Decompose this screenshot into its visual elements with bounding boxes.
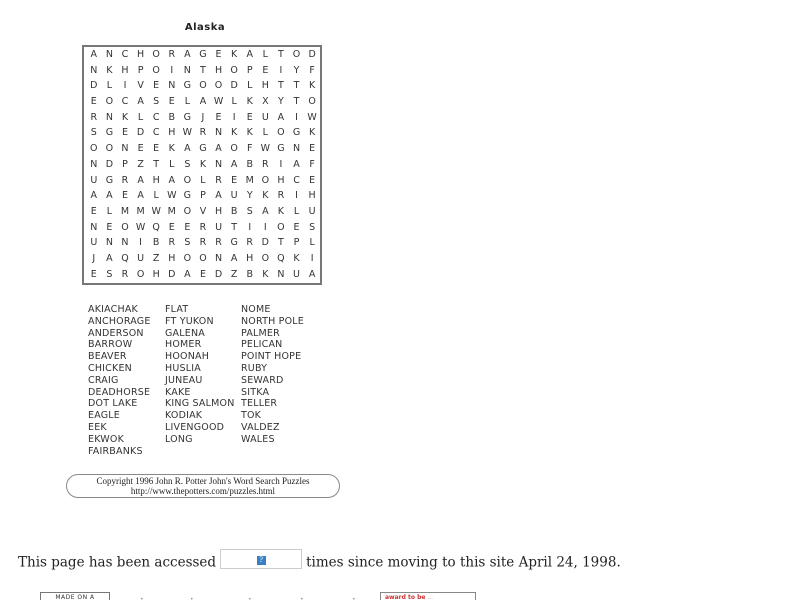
grid-cell: C — [121, 49, 129, 60]
word-list-item: FT YUKON — [165, 315, 214, 327]
word-list-item: SEWARD — [241, 374, 284, 386]
grid-cell: A — [199, 96, 207, 108]
grid-cell: G — [277, 143, 285, 155]
grid-cell: O — [214, 80, 223, 92]
grid-cell: S — [309, 221, 316, 233]
word-list-item: KAKE — [165, 386, 191, 398]
grid-cell: U — [261, 111, 269, 123]
grid-cell: C — [152, 127, 160, 139]
grid-cell: C — [293, 174, 300, 186]
grid-cell: O — [199, 252, 207, 264]
grid-cell: I — [279, 158, 283, 170]
grid-cell: U — [90, 237, 98, 249]
grid-row — [86, 78, 320, 94]
grid-cell: U — [90, 174, 98, 186]
grid-cell: A — [137, 190, 144, 202]
word-list-item: NOME — [241, 304, 271, 315]
word-list-item: HOONAH — [165, 351, 210, 363]
grid-cell: R — [199, 237, 207, 249]
grid-cell: K — [293, 252, 300, 264]
grid-cell: A — [277, 111, 285, 123]
copyright-banner[interactable] — [66, 474, 340, 498]
grid-cell: Q — [152, 221, 160, 233]
grid-row — [86, 157, 320, 173]
grid-cell: N — [105, 49, 113, 60]
grid-cell: N — [183, 64, 191, 76]
grid-cell: E — [168, 221, 175, 233]
grid-cell: P — [122, 158, 128, 170]
grid-cell: W — [213, 96, 224, 108]
grid-cell: W — [260, 143, 271, 155]
grid-cell: O — [152, 64, 160, 76]
grid-cell: W — [182, 127, 193, 139]
grid-cell: O — [183, 174, 192, 186]
grid-row — [86, 267, 320, 283]
grid-cell: V — [137, 80, 144, 92]
counter-prefix: This page has been accessed — [18, 554, 217, 571]
grid-cell: M — [136, 205, 145, 217]
grid-cell: E — [153, 80, 160, 92]
grid-cell: K — [246, 96, 253, 108]
grid-cell: S — [90, 127, 97, 139]
grid-cell: N — [214, 158, 223, 170]
grid-cell: O — [230, 143, 238, 155]
grid-cell: I — [248, 221, 252, 233]
grid-cell: P — [200, 190, 206, 202]
separator-dot: • — [248, 596, 252, 600]
grid-cell: M — [245, 174, 254, 186]
grid-row — [86, 47, 320, 63]
grid-cell: I — [170, 64, 174, 76]
grid-cell: B — [246, 158, 253, 170]
grid-cell: I — [295, 190, 298, 202]
grid-cell: O — [90, 143, 98, 155]
grid-cell: N — [214, 127, 223, 139]
separator-dot: • — [300, 596, 304, 600]
word-list-item: GALENA — [165, 327, 205, 339]
grid-cell: B — [230, 205, 238, 217]
grid-cell: O — [105, 96, 114, 108]
grid-cell: A — [230, 252, 238, 264]
word-list-item: HUSLIA — [165, 362, 201, 374]
grid-row — [86, 204, 320, 220]
word-list-item: KODIAK — [165, 410, 203, 422]
grid-cell: R — [121, 268, 129, 280]
grid-cell: R — [121, 174, 129, 186]
grid-cell: J — [201, 111, 205, 123]
grid-cell: E — [90, 96, 97, 108]
grid-cell: H — [214, 205, 223, 217]
grid-cell: R — [168, 49, 176, 60]
grid-cell: Y — [246, 190, 253, 202]
grid-cell: E — [309, 143, 316, 155]
grid-cell: K — [308, 80, 316, 92]
award-badge-text: award to be — [385, 594, 426, 600]
separator-dot: • — [352, 596, 356, 600]
word-list-column-2 — [165, 304, 235, 446]
grid-cell: K — [262, 268, 269, 280]
grid-cell: R — [246, 237, 254, 249]
grid-cell: A — [184, 268, 191, 280]
grid-cell: P — [246, 64, 253, 76]
grid-cell: T — [278, 49, 284, 60]
grid-cell: A — [215, 143, 222, 155]
grid-cell: E — [215, 111, 222, 123]
grid-cell: L — [106, 80, 113, 92]
word-list-item: LIVENGOOD — [165, 421, 225, 433]
award-badge[interactable] — [380, 592, 476, 600]
grid-cell: G — [105, 174, 114, 186]
grid-row — [86, 110, 320, 126]
grid-cell: E — [90, 205, 97, 217]
grid-cell: H — [214, 64, 223, 76]
grid-cell: L — [153, 190, 159, 202]
grid-cell: Q — [121, 252, 129, 264]
word-list-item: TELLER — [241, 398, 278, 410]
word-list-item: SITKA — [241, 386, 270, 398]
grid-cell: O — [277, 221, 285, 233]
grid-cell: I — [310, 252, 314, 264]
grid-cell: J — [92, 252, 96, 264]
grid-cell: H — [308, 190, 316, 202]
grid-cell: E — [153, 143, 160, 155]
grid-cell: A — [168, 174, 176, 186]
hit-counter-image — [220, 549, 302, 569]
word-list-item: FAIRBANKS — [88, 445, 143, 457]
grid-cell: O — [277, 127, 285, 139]
grid-cell: G — [183, 80, 192, 92]
grid-cell: Z — [137, 158, 144, 170]
grid-cell: K — [121, 111, 129, 123]
grid-cell: G — [183, 190, 192, 202]
grid-cell: B — [152, 237, 160, 249]
grid-cell: D — [308, 49, 316, 60]
grid-cell: R — [215, 237, 222, 249]
grid-cell: K — [199, 158, 207, 170]
grid-cell: D — [136, 127, 145, 139]
grid-cell: D — [90, 80, 98, 92]
grid-cell: B — [246, 268, 253, 280]
grid-cell: K — [308, 127, 316, 139]
grid-cell: U — [137, 252, 145, 264]
grid-cell: D — [261, 237, 269, 249]
word-list-item: NORTH POLE — [241, 315, 304, 327]
word-list-item: PELICAN — [241, 339, 283, 351]
word-list-item: ANDERSON — [88, 327, 144, 339]
word-list-column-3 — [241, 304, 304, 446]
word-list-item: FLAT — [165, 304, 189, 315]
grid-cell: L — [231, 96, 237, 108]
grid-cell: T — [278, 80, 284, 92]
grid-cell: A — [293, 158, 300, 170]
separator-dot: • — [190, 596, 194, 600]
grid-cell: F — [309, 64, 315, 76]
grid-cell: U — [308, 205, 316, 217]
grid-cell: A — [90, 49, 98, 60]
grid-cell: R — [168, 237, 176, 249]
word-list-item: EKWOK — [88, 433, 124, 445]
grid-cell: O — [183, 205, 192, 217]
grid-cell: L — [309, 237, 315, 249]
copyright-url[interactable]: http://www.thepotters.com/puzzles.html — [130, 486, 276, 496]
grid-cell: R — [90, 111, 98, 123]
grid-cell: W — [167, 190, 177, 202]
grid-cell: D — [168, 268, 176, 280]
grid-row — [86, 125, 320, 141]
grid-cell: E — [231, 174, 238, 186]
grid-cell: A — [184, 143, 191, 155]
word-list-item: KING SALMON — [165, 398, 235, 410]
grid-cell: I — [263, 221, 267, 233]
grid-cell: L — [137, 111, 144, 123]
grid-cell: H — [152, 174, 160, 186]
grid-cell: E — [199, 268, 206, 280]
grid-cell: H — [168, 252, 176, 264]
grid-cell: O — [152, 49, 160, 60]
grid-cell: S — [106, 268, 113, 280]
grid-cell: S — [246, 205, 253, 217]
grid-cell: D — [214, 268, 223, 280]
grid-cell: R — [262, 158, 269, 170]
word-list-item: CHICKEN — [88, 362, 132, 374]
grid-cell: R — [215, 174, 222, 186]
grid-cell: O — [308, 96, 316, 108]
grid-cell: E — [246, 111, 253, 123]
grid-cell: Y — [293, 64, 300, 76]
grid-cell: O — [121, 221, 129, 233]
grid-cell: Y — [278, 96, 284, 108]
grid-cell: E — [262, 64, 269, 76]
grid-cell: N — [277, 268, 285, 280]
grid-cell: O — [199, 80, 207, 92]
grid-cell: D — [105, 158, 114, 170]
grid-cell: S — [184, 237, 191, 249]
grid-cell: C — [152, 111, 160, 123]
grid-cell: I — [123, 80, 127, 92]
grid-cell: N — [121, 237, 129, 249]
grid-row — [86, 235, 320, 251]
grid-cell: K — [168, 143, 175, 155]
grid-cell: A — [262, 205, 269, 217]
grid-cell: T — [200, 64, 206, 76]
copyright-text: Copyright 1996 John R. Potter John's Word Search Puzzles — [96, 476, 310, 486]
grid-cell: F — [309, 158, 315, 170]
grid-cell: Z — [230, 268, 238, 280]
word-list-column-1 — [88, 304, 151, 457]
grid-cell: R — [277, 190, 285, 202]
grid-cell: O — [105, 143, 114, 155]
grid-cell: D — [230, 80, 238, 92]
grid-cell: Q — [277, 252, 285, 264]
word-list-item: EEK — [88, 421, 107, 433]
grid-cell: O — [261, 252, 270, 264]
grid-cell: E — [215, 49, 222, 60]
grid-cell: G — [292, 127, 301, 139]
grid-cell: K — [231, 127, 238, 139]
word-list-item: BARROW — [88, 339, 133, 351]
grid-cell: H — [246, 252, 254, 264]
grid-cell: L — [262, 49, 268, 60]
grid-cell: A — [246, 49, 253, 60]
grid-cell: I — [279, 64, 283, 76]
grid-cell: O — [183, 252, 192, 264]
word-list-item: RUBY — [241, 362, 268, 374]
grid-cell: I — [232, 111, 236, 123]
grid-cell: L — [169, 158, 175, 170]
grid-cell: N — [90, 64, 98, 76]
grid-cell: P — [293, 237, 300, 249]
broken-image-icon: ? — [257, 556, 266, 565]
grid-cell: O — [261, 174, 270, 186]
separator-dot: • — [140, 596, 144, 600]
grid-cell: V — [199, 205, 207, 217]
grid-cell: M — [167, 205, 176, 217]
grid-cell: T — [153, 158, 160, 170]
grid-cell: N — [292, 143, 301, 155]
grid-cell: X — [262, 96, 269, 108]
grid-cell: N — [168, 80, 176, 92]
grid-cell: K — [262, 190, 269, 202]
grid-cell: O — [136, 268, 145, 280]
grid-cell: G — [183, 111, 192, 123]
grid-cell: E — [168, 96, 175, 108]
word-list-item: EAGLE — [88, 410, 120, 422]
grid-cell: L — [184, 96, 190, 108]
grid-row — [86, 94, 320, 110]
made-on-badge[interactable]: MADE ON A — [40, 592, 110, 600]
grid-row — [86, 188, 320, 204]
grid-cell: R — [199, 221, 207, 233]
puzzle-title: Alaska — [184, 22, 226, 33]
grid-cell: G — [199, 49, 207, 60]
word-list-item: HOMER — [165, 339, 202, 351]
grid-cell: L — [293, 205, 300, 217]
grid-cell: C — [121, 96, 129, 108]
grid-cell: W — [151, 205, 161, 217]
grid-row — [86, 251, 320, 267]
grid-row — [86, 141, 320, 157]
grid-cell: T — [293, 80, 300, 92]
grid-cell: W — [135, 221, 146, 233]
grid-cell: L — [106, 205, 113, 217]
grid-cell: S — [184, 158, 191, 170]
grid-cell: E — [90, 268, 97, 280]
grid-cell: E — [137, 143, 144, 155]
word-list-item: VALDEZ — [241, 421, 280, 433]
word-search-grid — [82, 45, 322, 285]
grid-cell: N — [121, 143, 129, 155]
word-list-item: LONG — [165, 433, 193, 445]
grid-cell: A — [215, 190, 222, 202]
grid-row — [86, 173, 320, 189]
grid-cell: T — [278, 237, 284, 249]
counter-suffix: times since moving to this site April 24, 1998. — [306, 554, 621, 571]
grid-cell: H — [121, 64, 129, 76]
grid-cell: E — [121, 190, 128, 202]
grid-cell: I — [295, 111, 298, 123]
grid-cell: A — [106, 252, 113, 264]
word-list-item: AKIACHAK — [88, 304, 138, 315]
grid-cell: A — [137, 96, 144, 108]
word-list-item: DOT LAKE — [88, 398, 138, 410]
word-list-item: POINT HOPE — [241, 351, 302, 363]
word-list-item: CRAIG — [88, 374, 119, 386]
grid-cell: E — [309, 174, 316, 186]
grid-cell: K — [277, 205, 285, 217]
grid-cell: G — [199, 143, 207, 155]
grid-row — [86, 220, 320, 236]
grid-cell: B — [168, 111, 176, 123]
grid-cell: O — [292, 49, 301, 60]
grid-cell: E — [106, 221, 113, 233]
grid-cell: G — [105, 127, 114, 139]
grid-cell: A — [308, 268, 316, 280]
grid-cell: E — [184, 221, 191, 233]
grid-cell: H — [152, 268, 160, 280]
grid-cell: K — [231, 49, 238, 60]
grid-cell: R — [199, 127, 207, 139]
grid-cell: H — [168, 127, 176, 139]
grid-cell: O — [230, 64, 238, 76]
grid-cell: K — [246, 127, 253, 139]
word-list-item: DEADHORSE — [88, 386, 151, 398]
grid-cell: N — [214, 252, 223, 264]
grid-cell: E — [293, 221, 300, 233]
grid-cell: A — [230, 158, 238, 170]
word-list-item: ANCHORAGE — [88, 315, 151, 327]
grid-cell: Z — [152, 252, 160, 264]
access-counter-line — [18, 553, 621, 573]
grid-cell: H — [261, 80, 269, 92]
word-list-item: PALMER — [241, 327, 280, 339]
grid-cell: T — [231, 221, 238, 233]
grid-cell: H — [277, 174, 285, 186]
word-list-item: JUNEAU — [165, 374, 203, 386]
word-list-item: BEAVER — [88, 351, 127, 363]
word-list-item: TOK — [241, 410, 262, 422]
grid-cell: M — [120, 205, 130, 217]
grid-cell: N — [105, 111, 113, 123]
grid-cell: P — [137, 64, 144, 76]
grid-cell: F — [247, 143, 253, 155]
grid-cell: T — [293, 96, 300, 108]
grid-cell: N — [90, 221, 98, 233]
grid-cell: U — [293, 268, 300, 280]
grid-cell: H — [137, 49, 145, 60]
grid-cell: L — [247, 80, 253, 92]
grid-row — [86, 63, 320, 79]
grid-cell: N — [105, 237, 113, 249]
grid-cell: A — [137, 174, 144, 186]
grid-cell: I — [139, 237, 142, 249]
grid-cell: U — [215, 221, 223, 233]
grid-cell: L — [200, 174, 206, 186]
grid-cell: K — [106, 64, 113, 76]
grid-cell: A — [90, 190, 98, 202]
grid-cell: G — [230, 237, 238, 249]
grid-cell: E — [121, 127, 128, 139]
word-list-item: WALES — [241, 433, 275, 445]
award-badge-faded: ... — [427, 594, 434, 600]
grid-cell: N — [90, 158, 98, 170]
grid-cell: W — [307, 111, 317, 123]
grid-cell: A — [106, 190, 113, 202]
grid-cell: S — [153, 96, 160, 108]
grid-cell: U — [230, 190, 238, 202]
grid-cell: L — [262, 127, 268, 139]
grid-cell: A — [184, 49, 191, 60]
